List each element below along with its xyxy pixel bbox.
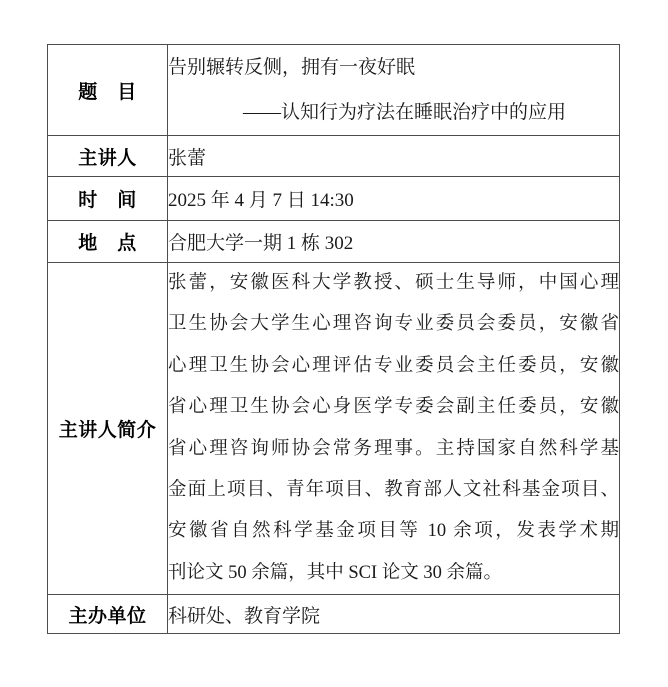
lecture-info-table	[47, 44, 620, 634]
bio-line-5: 省心理咨询师协会常务理事。主持国家自然科学基	[168, 438, 619, 459]
speaker-label: 主讲人	[48, 136, 168, 177]
table-row-speaker	[48, 136, 620, 177]
host-label: 主办单位	[48, 595, 168, 634]
table-row-place	[48, 221, 620, 263]
bio-line-2: 卫生协会大学生心理咨询专业委员会委员，安徽省	[168, 314, 619, 335]
speaker-value: 张蕾	[168, 136, 620, 177]
table-row-host	[48, 595, 620, 634]
table-row-bio	[48, 263, 620, 595]
bio-value-cell	[168, 263, 620, 595]
time-label: 时 间	[48, 177, 168, 221]
table-row-title	[48, 45, 620, 136]
place-label: 地 点	[48, 221, 168, 263]
table-row-time	[48, 177, 620, 221]
bio-label: 主讲人简介	[48, 263, 168, 595]
bio-line-4: 省心理卫生协会心身医学专委会副主任委员，安徽	[168, 397, 619, 418]
title-label: 题 目	[48, 45, 168, 136]
bio-line-8: 刊论文 50 余篇，其中 SCI 论文 30 余篇。	[168, 562, 503, 583]
time-value: 2025 年 4 月 7 日 14:30	[168, 177, 620, 221]
bio-line-3: 心理卫生协会心理评估专业委员会主任委员，安徽	[168, 355, 619, 376]
bio-line-7: 安徽省自然科学基金项目等 10 余项，发表学术期	[168, 521, 619, 542]
bio-line-6: 金面上项目、青年项目、教育部人文社科基金项目、	[168, 480, 619, 501]
title-value-cell	[168, 45, 620, 136]
host-value: 科研处、教育学院	[168, 595, 620, 634]
title-line-2: ——认知行为疗法在睡眠治疗中的应用	[243, 102, 567, 123]
title-line-1: 告别辗转反侧，拥有一夜好眠	[168, 57, 416, 78]
place-value: 合肥大学一期 1 栋 302	[168, 221, 620, 263]
bio-line-1: 张蕾，安徽医科大学教授、硕士生导师，中国心理	[168, 273, 619, 293]
